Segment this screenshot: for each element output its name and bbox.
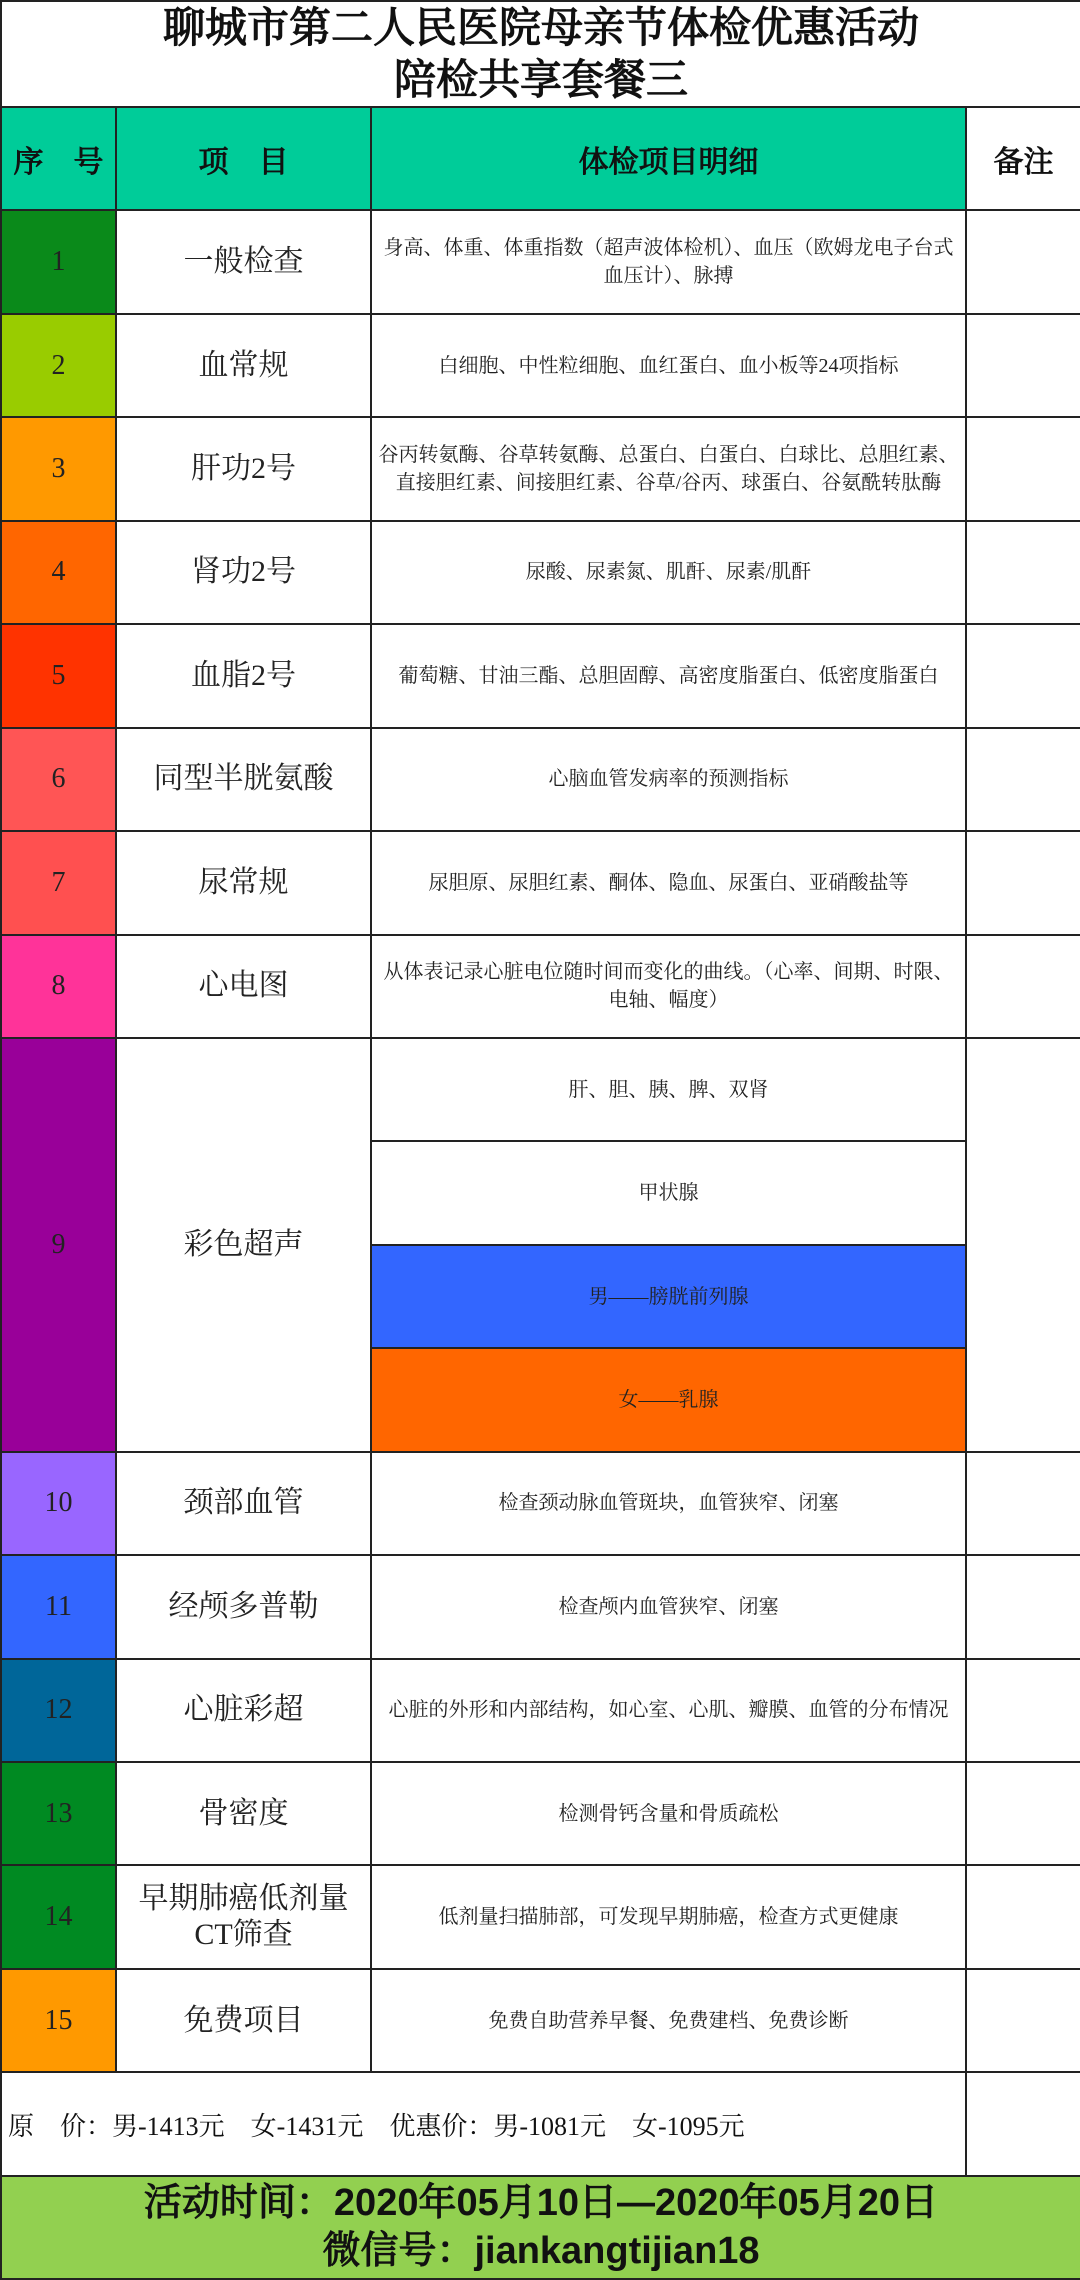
row-item: 肾功2号	[116, 521, 371, 624]
row-detail: 甲状腺	[371, 1141, 966, 1244]
footer	[1, 2176, 1080, 2279]
title-line2: 陪检共享套餐三	[394, 56, 689, 103]
row-detail: 免费自助营养早餐、免费建档、免费诊断	[371, 1969, 966, 2072]
row-remark	[966, 1038, 1080, 1452]
row-number: 2	[1, 314, 116, 417]
row-detail: 女——乳腺	[371, 1348, 966, 1451]
row-detail: 低剂量扫描肺部，可发现早期肺癌，检查方式更健康	[371, 1865, 966, 1968]
row-remark	[966, 1865, 1080, 1968]
row-remark	[966, 1659, 1080, 1762]
row-item: 彩色超声	[116, 1038, 371, 1452]
row-item: 免费项目	[116, 1969, 371, 2072]
row-detail: 心脏的外形和内部结构，如心室、心肌、瓣膜、血管的分布情况	[371, 1659, 966, 1762]
row-item: 一般检查	[116, 210, 371, 313]
event-time: 活动时间：2020年05月10日—2020年05月20日	[143, 2182, 939, 2225]
row-number: 3	[1, 417, 116, 520]
row-remark	[966, 1969, 1080, 2072]
price-text: 原 价：男-1413元 女-1431元 优惠价：男-1081元 女-1095元	[1, 2072, 966, 2175]
row-number: 14	[1, 1865, 116, 1968]
title-line1: 聊城市第二人民医院母亲节体检优惠活动	[163, 4, 920, 51]
row-number: 4	[1, 521, 116, 624]
row-remark	[966, 624, 1080, 727]
row-number: 12	[1, 1659, 116, 1762]
title-row	[1, 1, 1080, 107]
row-remark	[966, 210, 1080, 313]
row-number: 10	[1, 1452, 116, 1555]
header-detail: 体检项目明细	[371, 107, 966, 210]
table-row	[1, 728, 1080, 831]
table-row	[1, 417, 1080, 520]
row-remark	[966, 417, 1080, 520]
header-row	[1, 107, 1080, 210]
row-number: 6	[1, 728, 116, 831]
row-remark	[966, 1555, 1080, 1658]
table-row	[1, 521, 1080, 624]
table-row	[1, 1865, 1080, 1968]
row-detail: 检查颈动脉血管斑块，血管狭窄、闭塞	[371, 1452, 966, 1555]
row-detail: 白细胞、中性粒细胞、血红蛋白、血小板等24项指标	[371, 314, 966, 417]
row-number: 15	[1, 1969, 116, 2072]
row-item: 心电图	[116, 935, 371, 1038]
header-item: 项 目	[116, 107, 371, 210]
row-remark	[966, 1762, 1080, 1865]
row-remark	[966, 1452, 1080, 1555]
row-detail: 谷丙转氨酶、谷草转氨酶、总蛋白、白蛋白、白球比、总胆红素、直接胆红素、间接胆红素、谷草/谷丙、球蛋白、谷氨酰转肽酶	[371, 417, 966, 520]
row-remark	[966, 935, 1080, 1038]
row-detail: 心脑血管发病率的预测指标	[371, 728, 966, 831]
table-row	[1, 210, 1080, 313]
row-detail: 尿胆原、尿胆红素、酮体、隐血、尿蛋白、亚硝酸盐等	[371, 831, 966, 934]
table-row	[1, 624, 1080, 727]
footer-row	[1, 2176, 1080, 2279]
row-item: 颈部血管	[116, 1452, 371, 1555]
price-remark	[966, 2072, 1080, 2175]
row-number: 9	[1, 1038, 116, 1452]
table-row	[1, 831, 1080, 934]
row-number: 7	[1, 831, 116, 934]
table-row	[1, 1762, 1080, 1865]
row-item: 早期肺癌低剂量CT筛查	[116, 1865, 371, 1968]
header-remark: 备注	[966, 107, 1080, 210]
row-detail: 葡萄糖、甘油三酯、总胆固醇、高密度脂蛋白、低密度脂蛋白	[371, 624, 966, 727]
row-remark	[966, 728, 1080, 831]
table-row	[1, 1659, 1080, 1762]
row-detail: 从体表记录心脏电位随时间而变化的曲线。（心率、间期、时限、电轴、幅度）	[371, 935, 966, 1038]
row-item: 心脏彩超	[116, 1659, 371, 1762]
table-row	[1, 1969, 1080, 2072]
table-row	[1, 314, 1080, 417]
row-detail: 检查颅内血管狭窄、闭塞	[371, 1555, 966, 1658]
table-row	[1, 935, 1080, 1038]
table-row	[1, 1555, 1080, 1658]
header-no: 序 号	[1, 107, 116, 210]
page-title	[1, 1, 1080, 107]
row-number: 8	[1, 935, 116, 1038]
wechat-id: 微信号：jiankangtijian18	[322, 2230, 760, 2273]
row-item: 同型半胱氨酸	[116, 728, 371, 831]
row-detail: 尿酸、尿素氮、肌酐、尿素/肌酐	[371, 521, 966, 624]
row-item: 肝功2号	[116, 417, 371, 520]
table-row	[1, 1452, 1080, 1555]
row-item: 尿常规	[116, 831, 371, 934]
row-item: 血常规	[116, 314, 371, 417]
row-item: 经颅多普勒	[116, 1555, 371, 1658]
table-row	[1, 1038, 1080, 1141]
row-remark	[966, 314, 1080, 417]
row-detail: 检测骨钙含量和骨质疏松	[371, 1762, 966, 1865]
row-detail: 身高、体重、体重指数（超声波体检机）、血压（欧姆龙电子台式血压计）、脉搏	[371, 210, 966, 313]
row-item: 骨密度	[116, 1762, 371, 1865]
row-number: 11	[1, 1555, 116, 1658]
row-number: 13	[1, 1762, 116, 1865]
row-remark	[966, 521, 1080, 624]
row-number: 1	[1, 210, 116, 313]
row-item: 血脂2号	[116, 624, 371, 727]
row-detail: 肝、胆、胰、脾、双肾	[371, 1038, 966, 1141]
price-row	[1, 2072, 1080, 2175]
row-number: 5	[1, 624, 116, 727]
row-detail: 男——膀胱前列腺	[371, 1245, 966, 1348]
row-remark	[966, 831, 1080, 934]
